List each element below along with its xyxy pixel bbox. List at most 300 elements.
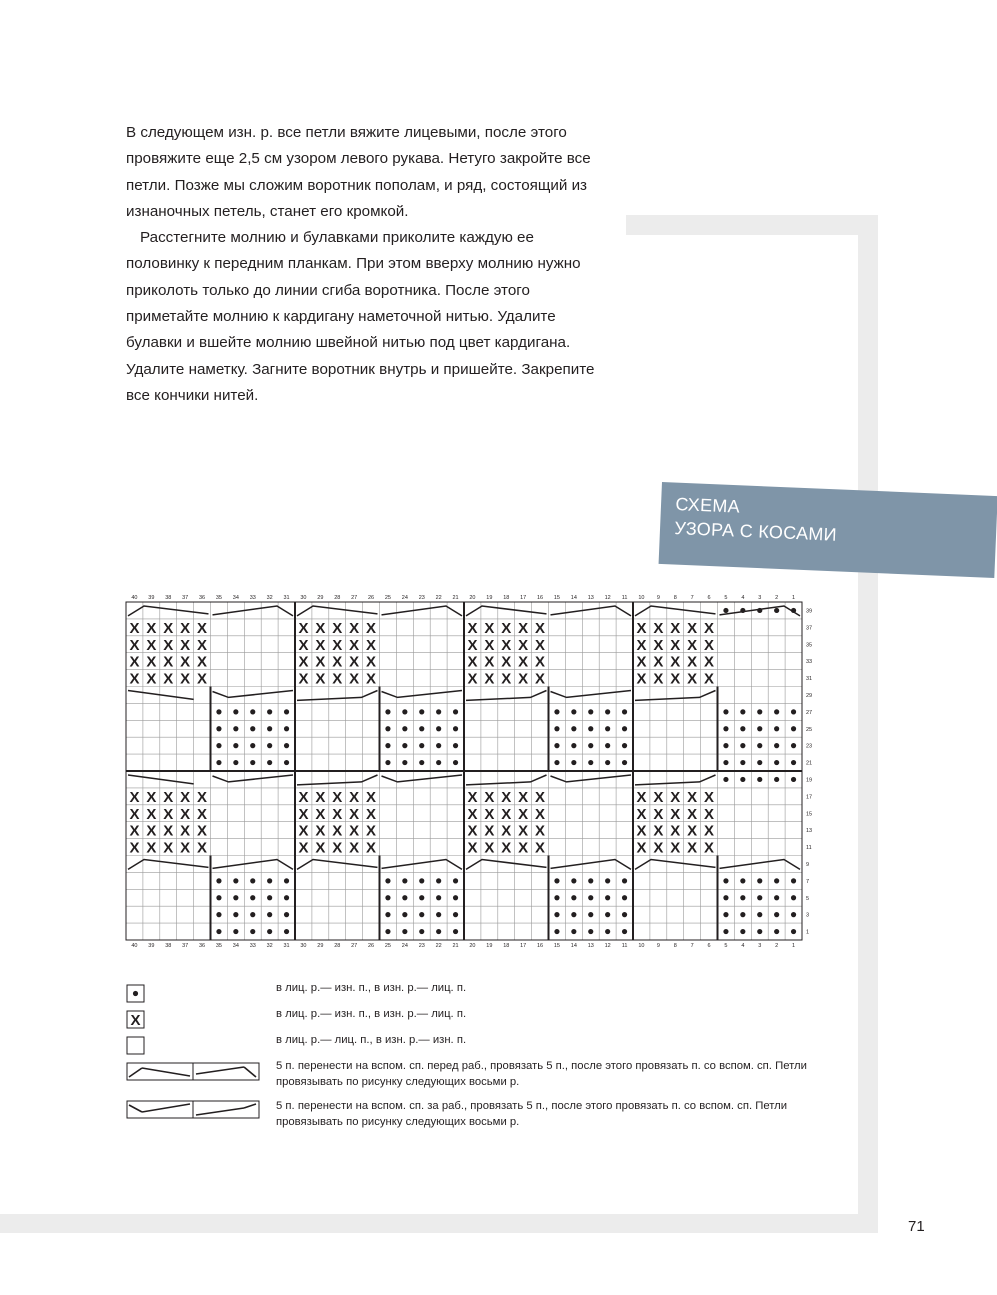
x-stitch: X	[687, 619, 698, 637]
purl-dot	[216, 895, 221, 900]
purl-dot	[554, 929, 559, 934]
stitch-number-top: 40	[131, 595, 138, 601]
purl-dot	[554, 912, 559, 917]
x-stitch: X	[332, 839, 343, 857]
x-stitch: X	[687, 805, 698, 823]
purl-dot	[250, 929, 255, 934]
purl-dot	[402, 709, 407, 714]
stitch-number-bottom: 20	[469, 943, 476, 949]
x-stitch: X	[484, 636, 495, 654]
x-stitch: X	[197, 788, 208, 806]
purl-dot	[419, 929, 424, 934]
purl-dot	[453, 929, 458, 934]
x-stitch: X	[315, 636, 326, 654]
x-stitch: X	[146, 619, 157, 637]
purl-dot	[267, 878, 272, 883]
purl-dot	[757, 929, 762, 934]
x-stitch: X	[653, 822, 664, 840]
x-stitch: X	[298, 805, 309, 823]
stitch-number-top: 14	[570, 595, 577, 601]
x-stitch: X	[332, 653, 343, 671]
stitch-number-top: 20	[469, 595, 476, 601]
purl-dot	[250, 726, 255, 731]
x-stitch: X	[197, 619, 208, 637]
purl-dot	[791, 912, 796, 917]
x-stitch: X	[535, 788, 546, 806]
purl-dot	[419, 878, 424, 883]
purl-dot	[605, 709, 610, 714]
x-stitch: X	[687, 670, 698, 688]
x-stitch: X	[197, 805, 208, 823]
row-number: 21	[806, 760, 813, 767]
purl-dot	[216, 760, 221, 765]
page-frame-bottom	[0, 1214, 878, 1233]
purl-dot	[723, 760, 728, 765]
row-number: 7	[806, 878, 810, 885]
purl-dot	[216, 709, 221, 714]
purl-dot	[740, 929, 745, 934]
purl-dot	[740, 760, 745, 765]
purl-dot	[571, 895, 576, 900]
stitch-number-bottom: 18	[503, 943, 510, 949]
row-number: 39	[806, 608, 813, 615]
stitch-number-top: 7	[690, 595, 694, 601]
stitch-number-top: 38	[165, 595, 172, 601]
x-stitch: X	[129, 619, 140, 637]
purl-dot	[723, 709, 728, 714]
row-number: 29	[806, 692, 813, 699]
legend-x-text: в лиц. р.— изн. п., в изн. р.— лиц. п.	[276, 1008, 467, 1020]
x-stitch: X	[146, 636, 157, 654]
purl-dot	[554, 709, 559, 714]
x-stitch: X	[349, 670, 360, 688]
purl-dot	[622, 878, 627, 883]
purl-dot	[588, 912, 593, 917]
x-stitch: X	[484, 619, 495, 637]
stitch-number-bottom: 29	[317, 943, 324, 949]
purl-dot	[774, 777, 779, 782]
x-stitch: X	[332, 822, 343, 840]
purl-dot	[284, 709, 289, 714]
purl-dot	[588, 895, 593, 900]
purl-dot	[740, 726, 745, 731]
x-stitch: X	[298, 822, 309, 840]
x-stitch: X	[501, 636, 512, 654]
purl-dot	[385, 709, 390, 714]
purl-dot	[588, 929, 593, 934]
purl-dot	[774, 709, 779, 714]
stitch-number-top: 31	[283, 595, 290, 601]
x-stitch: X	[366, 805, 377, 823]
stitch-number-top: 27	[351, 595, 358, 601]
x-stitch: X	[653, 788, 664, 806]
purl-dot	[453, 726, 458, 731]
x-stitch: X	[366, 788, 377, 806]
purl-dot	[385, 912, 390, 917]
paragraph-2: Расстегните молнию и булавками приколите каждую ее половинку к передним планкам. При этом вверху молнию нужно приколоть только до линии сгиба воротника. После этого приметайте молнию к кардигану наметочной нитью. Удалите булавки и вшейте молнию швейной нитью под цвет кардигана. Удалите наметку. Загните воротник внутрь и пришейте. Закрепите все кончики нитей.	[126, 229, 595, 404]
x-stitch: X	[704, 636, 715, 654]
legend-empty-text: в лиц. р.— лиц. п., в изн. р.— изн. п.	[276, 1034, 467, 1046]
purl-dot	[757, 726, 762, 731]
x-stitch: X	[501, 822, 512, 840]
x-stitch: X	[518, 619, 529, 637]
purl-dot	[233, 878, 238, 883]
stitch-number-bottom: 14	[570, 943, 577, 949]
purl-dot	[588, 878, 593, 883]
x-stitch: X	[366, 670, 377, 688]
purl-dot	[723, 777, 728, 782]
x-stitch: X	[332, 670, 343, 688]
row-number: 15	[806, 811, 813, 818]
purl-dot	[436, 878, 441, 883]
x-stitch: X	[298, 653, 309, 671]
x-stitch: X	[315, 839, 326, 857]
x-stitch: X	[129, 805, 140, 823]
purl-dot	[605, 878, 610, 883]
x-stitch: X	[366, 653, 377, 671]
legend-empty-symbol	[126, 1036, 146, 1056]
purl-dot	[233, 895, 238, 900]
purl-dot	[284, 929, 289, 934]
purl-dot	[605, 760, 610, 765]
stitch-number-bottom: 34	[232, 943, 239, 949]
stitch-number-top: 9	[656, 595, 660, 601]
stitch-number-bottom: 17	[520, 943, 527, 949]
stitch-number-top: 21	[452, 595, 459, 601]
x-stitch: X	[687, 636, 698, 654]
x-stitch: X	[467, 619, 478, 637]
x-stitch: X	[129, 636, 140, 654]
x-stitch: X	[518, 670, 529, 688]
x-stitch: X	[349, 805, 360, 823]
x-stitch: X	[197, 653, 208, 671]
page-number: 71	[908, 1218, 925, 1235]
x-stitch: X	[535, 839, 546, 857]
purl-dot	[723, 878, 728, 883]
x-stitch: X	[484, 839, 495, 857]
x-stitch: X	[670, 653, 681, 671]
x-stitch: X	[366, 619, 377, 637]
x-stitch: X	[180, 805, 191, 823]
x-stitch: X	[670, 839, 681, 857]
section-banner-title	[674, 492, 838, 547]
purl-dot	[588, 760, 593, 765]
purl-dot	[453, 878, 458, 883]
stitch-number-top: 39	[148, 595, 155, 601]
purl-dot	[791, 760, 796, 765]
stitch-number-bottom: 16	[536, 943, 544, 949]
stitch-number-top: 11	[621, 595, 628, 601]
row-number: 35	[806, 642, 813, 649]
x-stitch: X	[146, 822, 157, 840]
purl-dot	[436, 726, 441, 731]
x-stitch: X	[332, 788, 343, 806]
purl-dot	[791, 777, 796, 782]
x-stitch: X	[653, 653, 664, 671]
purl-dot	[791, 743, 796, 748]
purl-dot	[723, 912, 728, 917]
stitch-number-top: 19	[486, 595, 493, 601]
x-stitch: X	[704, 653, 715, 671]
row-number: 31	[806, 676, 813, 683]
x-stitch: X	[484, 805, 495, 823]
purl-dot	[571, 912, 576, 917]
x-stitch: X	[467, 805, 478, 823]
stitch-number-bottom: 37	[182, 943, 189, 949]
purl-dot	[250, 895, 255, 900]
stitch-number-top: 12	[604, 595, 611, 601]
purl-dot	[571, 878, 576, 883]
stitch-number-top: 2	[775, 595, 779, 601]
x-stitch: X	[636, 670, 647, 688]
x-stitch: X	[315, 822, 326, 840]
purl-dot	[622, 895, 627, 900]
x-stitch: X	[535, 619, 546, 637]
purl-dot	[757, 895, 762, 900]
stitch-number-top: 25	[384, 595, 392, 601]
x-stitch: X	[501, 805, 512, 823]
x-stitch: X	[298, 636, 309, 654]
x-stitch: X	[704, 619, 715, 637]
x-stitch: X	[501, 788, 512, 806]
stitch-number-bottom: 8	[673, 943, 677, 949]
purl-dot	[267, 760, 272, 765]
stitch-number-bottom: 33	[249, 943, 256, 949]
stitch-number-top: 13	[587, 595, 594, 601]
x-stitch: X	[163, 619, 174, 637]
x-stitch: X	[704, 788, 715, 806]
stitch-number-top: 36	[198, 595, 206, 601]
purl-dot	[453, 709, 458, 714]
x-stitch: X	[349, 822, 360, 840]
x-stitch: X	[653, 839, 664, 857]
x-stitch: X	[484, 653, 495, 671]
x-stitch: X	[467, 839, 478, 857]
stitch-number-bottom: 21	[452, 943, 459, 949]
purl-dot	[267, 929, 272, 934]
stitch-number-bottom: 23	[418, 943, 425, 949]
x-stitch: X	[535, 653, 546, 671]
x-stitch: X	[704, 805, 715, 823]
legend-purl-symbol	[126, 984, 146, 1004]
stitch-number-bottom: 3	[758, 943, 762, 949]
x-stitch: X	[670, 822, 681, 840]
x-stitch: X	[687, 788, 698, 806]
x-stitch: X	[636, 619, 647, 637]
x-stitch: X	[653, 805, 664, 823]
stitch-number-bottom: 36	[198, 943, 206, 949]
banner-line-2: УЗОРА С КОСАМИ	[674, 517, 838, 545]
row-number: 23	[806, 743, 813, 750]
x-stitch: X	[146, 653, 157, 671]
stitch-number-bottom: 4	[741, 943, 745, 949]
purl-dot	[233, 929, 238, 934]
purl-dot	[402, 878, 407, 883]
stitch-number-top: 35	[215, 595, 223, 601]
instructions-text	[126, 120, 606, 409]
purl-dot	[774, 743, 779, 748]
x-stitch: X	[535, 636, 546, 654]
purl-dot	[723, 608, 728, 613]
x-stitch: X	[197, 636, 208, 654]
stitch-number-bottom: 28	[334, 943, 341, 949]
stitch-number-bottom: 15	[553, 943, 561, 949]
purl-dot	[571, 743, 576, 748]
stitch-number-top: 15	[553, 595, 561, 601]
x-stitch: X	[535, 670, 546, 688]
stitch-number-bottom: 35	[215, 943, 223, 949]
purl-dot	[267, 743, 272, 748]
purl-dot	[791, 895, 796, 900]
purl-dot	[402, 929, 407, 934]
purl-dot	[419, 912, 424, 917]
stitch-number-bottom: 10	[638, 943, 645, 949]
stitch-number-top: 1	[792, 595, 796, 601]
stitch-number-top: 3	[758, 595, 762, 601]
purl-dot	[267, 912, 272, 917]
x-stitch: X	[670, 636, 681, 654]
x-stitch: X	[535, 822, 546, 840]
purl-dot	[216, 743, 221, 748]
x-stitch: X	[332, 636, 343, 654]
x-stitch: X	[163, 636, 174, 654]
legend-x-symbol	[126, 1010, 146, 1030]
x-stitch: X	[146, 805, 157, 823]
stitch-number-top: 26	[367, 595, 375, 601]
stitch-number-top: 6	[707, 595, 711, 601]
purl-dot	[554, 743, 559, 748]
purl-dot	[385, 878, 390, 883]
purl-dot	[757, 777, 762, 782]
purl-dot	[740, 912, 745, 917]
row-number: 1	[806, 929, 810, 936]
purl-dot	[571, 726, 576, 731]
row-number: 25	[806, 726, 813, 733]
purl-dot	[250, 912, 255, 917]
x-stitch: X	[197, 839, 208, 857]
purl-dot	[774, 760, 779, 765]
x-stitch: X	[518, 839, 529, 857]
x-stitch: X	[315, 653, 326, 671]
stitch-number-bottom: 19	[486, 943, 493, 949]
stitch-number-bottom: 2	[775, 943, 779, 949]
purl-dot	[723, 743, 728, 748]
x-stitch: X	[163, 670, 174, 688]
stitch-number-bottom: 5	[724, 943, 728, 949]
purl-dot	[402, 743, 407, 748]
row-number: 37	[806, 625, 813, 632]
purl-dot	[233, 726, 238, 731]
x-stitch: X	[653, 636, 664, 654]
x-stitch: X	[332, 805, 343, 823]
x-stitch: X	[146, 788, 157, 806]
stitch-number-bottom: 1	[792, 943, 796, 949]
x-stitch: X	[687, 653, 698, 671]
purl-dot	[571, 929, 576, 934]
purl-dot	[588, 709, 593, 714]
stitch-number-bottom: 30	[300, 943, 307, 949]
x-stitch: X	[366, 839, 377, 857]
purl-dot	[419, 726, 424, 731]
purl-dot	[385, 743, 390, 748]
purl-dot	[436, 760, 441, 765]
purl-dot	[740, 777, 745, 782]
purl-dot	[757, 709, 762, 714]
purl-dot	[419, 709, 424, 714]
x-stitch: X	[349, 636, 360, 654]
x-stitch: X	[501, 670, 512, 688]
stitch-number-top: 29	[317, 595, 324, 601]
page-frame-right	[858, 215, 878, 1233]
row-number: 3	[806, 912, 810, 919]
x-stitch: X	[535, 805, 546, 823]
purl-dot	[284, 878, 289, 883]
purl-dot	[216, 726, 221, 731]
purl-dot	[436, 895, 441, 900]
purl-dot	[284, 895, 289, 900]
purl-dot	[774, 912, 779, 917]
x-stitch: X	[315, 805, 326, 823]
stitch-number-bottom: 12	[604, 943, 611, 949]
purl-dot	[774, 878, 779, 883]
purl-dot	[757, 743, 762, 748]
stitch-number-bottom: 27	[351, 943, 358, 949]
x-stitch: X	[518, 653, 529, 671]
x-stitch: X	[349, 839, 360, 857]
x-stitch: X	[332, 619, 343, 637]
purl-dot	[233, 709, 238, 714]
purl-dot	[419, 743, 424, 748]
purl-dot	[385, 760, 390, 765]
x-stitch: X	[670, 805, 681, 823]
stitch-number-bottom: 39	[148, 943, 155, 949]
stitch-number-bottom: 22	[435, 943, 442, 949]
purl-dot	[453, 760, 458, 765]
purl-dot	[605, 929, 610, 934]
purl-dot	[571, 709, 576, 714]
x-stitch: X	[197, 670, 208, 688]
x-stitch: X	[704, 670, 715, 688]
legend-cable-back-text: 5 п. перенести на вспом. сп. за раб., провязать 5 п., после этого провязать п. со вспом. сп. Петли провязывать по рисунку следующих восьми р.	[276, 1100, 788, 1128]
purl-dot	[267, 709, 272, 714]
stitch-number-top: 10	[638, 595, 645, 601]
x-stitch: X	[366, 822, 377, 840]
purl-dot	[385, 895, 390, 900]
purl-dot	[740, 743, 745, 748]
stitch-number-top: 24	[401, 595, 408, 601]
purl-dot	[250, 709, 255, 714]
stitch-number-top: 28	[334, 595, 341, 601]
purl-dot	[757, 878, 762, 883]
stitch-number-bottom: 26	[367, 943, 375, 949]
row-number: 11	[806, 845, 812, 852]
purl-dot	[791, 709, 796, 714]
stitch-number-bottom: 38	[165, 943, 172, 949]
x-stitch: X	[687, 822, 698, 840]
x-stitch: X	[129, 653, 140, 671]
purl-dot	[436, 929, 441, 934]
purl-dot	[402, 726, 407, 731]
purl-dot	[284, 743, 289, 748]
stitch-number-bottom: 32	[266, 943, 273, 949]
purl-dot	[605, 726, 610, 731]
stitch-number-top: 16	[536, 595, 544, 601]
purl-dot	[436, 709, 441, 714]
purl-dot	[385, 929, 390, 934]
purl-dot	[233, 743, 238, 748]
x-stitch: X	[146, 839, 157, 857]
purl-dot	[791, 929, 796, 934]
